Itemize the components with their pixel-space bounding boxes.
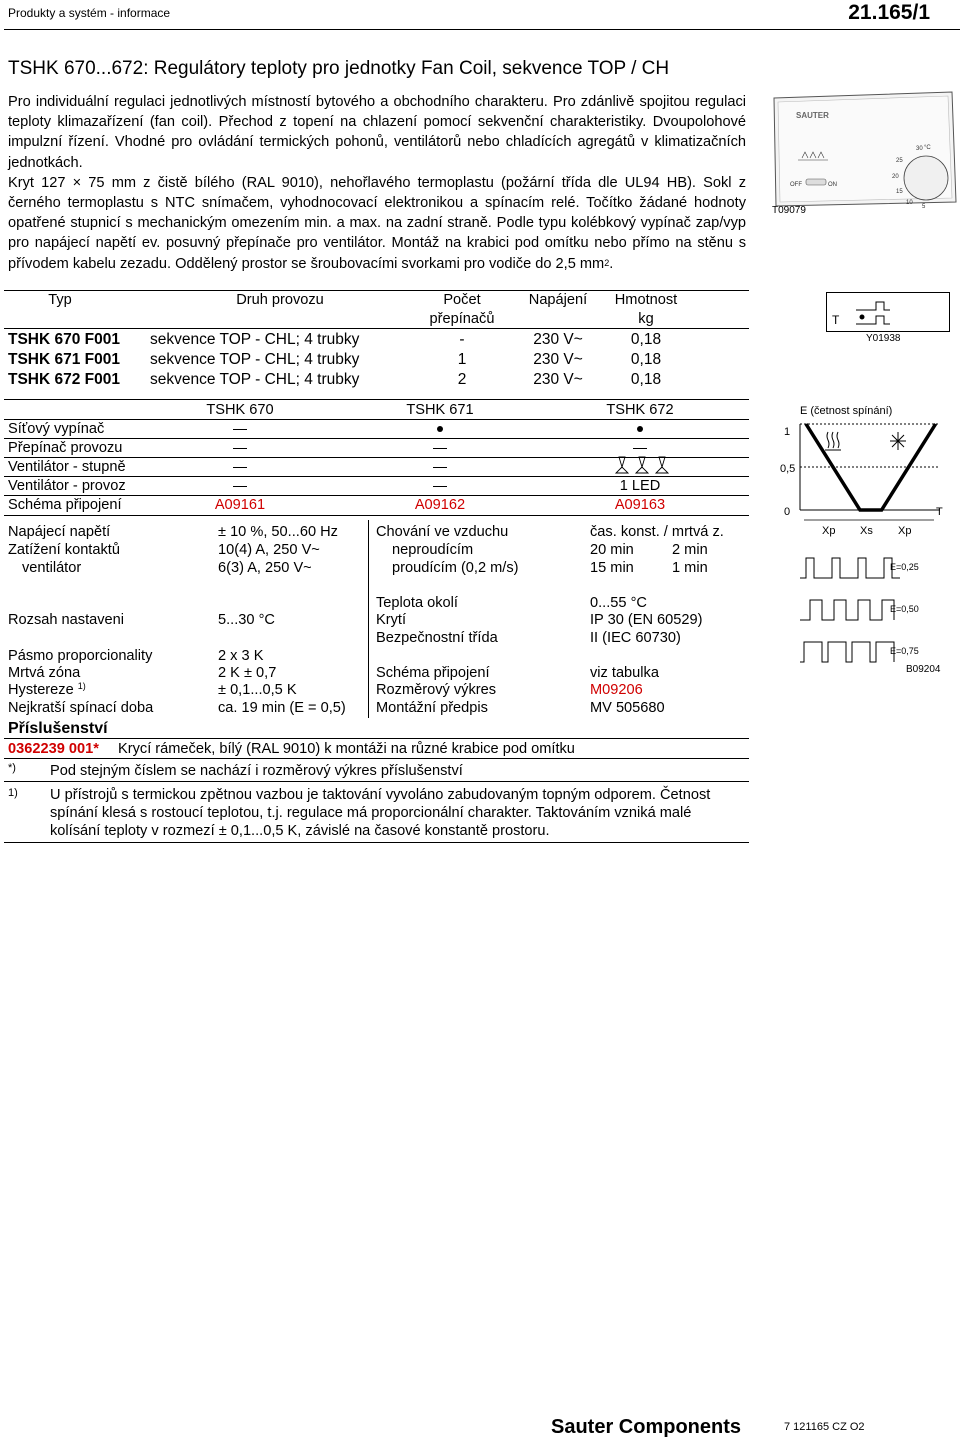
header-document-number: 21.165/1 xyxy=(848,1,930,24)
device-off-label: OFF xyxy=(790,182,802,188)
accessories-heading: Příslušenství xyxy=(8,720,108,737)
spec-load-label: Zatížení kontaktů xyxy=(8,542,120,558)
spec-class-value: II (IEC 60730) xyxy=(590,630,681,646)
spec-flow-b: 1 min xyxy=(672,560,708,576)
device-brand: SAUTER xyxy=(796,111,829,120)
spec-range-value: 5...30 °C xyxy=(218,612,275,628)
spec-ambient-value: 0...55 °C xyxy=(590,595,647,611)
ft-671-mode-none xyxy=(380,440,500,456)
col-prepinacu: přepínačů xyxy=(429,311,495,327)
control-symbol-label: T xyxy=(832,313,840,327)
type-row-1-pocet: - xyxy=(459,331,465,348)
ft-row-network-switch: Síťový vypínač xyxy=(8,421,105,437)
header-rule xyxy=(4,29,960,30)
type-row-1-druh: sekvence TOP - CHL; 4 trubky xyxy=(150,331,360,348)
device-switch xyxy=(806,179,826,185)
col-hmotnost: Hmotnost xyxy=(614,292,678,308)
ft-670-fanop-none xyxy=(180,478,300,494)
switching-frequency-chart xyxy=(760,400,960,690)
ft-670-scheme[interactable]: A09161 xyxy=(214,497,266,513)
note-1-mark: 1) xyxy=(8,787,18,799)
type-row-2-napajeni: 230 V~ xyxy=(533,351,583,368)
spec-class-label: Bezpečnostní třída xyxy=(376,630,498,646)
chart-y-tick-0: 0 xyxy=(784,506,791,518)
device-on-label: ON xyxy=(828,182,837,188)
spec-ip-value: IP 30 (EN 60529) xyxy=(590,612,703,628)
spec-mounting-label: Montážní předpis xyxy=(376,700,488,716)
spec-deadzone-label: Mrtvá zóna xyxy=(8,665,81,681)
note-star-text: Pod stejným číslem se nachází i rozměrový výkres příslušenství xyxy=(50,763,463,779)
ft-670-mode-none xyxy=(180,440,300,456)
spec-minswitch-label: Nejkratší spínací doba xyxy=(8,700,154,716)
accessory-desc: Krycí rámeček, bílý (RAL 9010) k montáži na různé krabice pod omítku xyxy=(118,741,575,757)
spec-minswitch-value: ca. 19 min (E = 0,5) xyxy=(218,700,346,716)
chart-pulse-025: E=0,25 xyxy=(890,562,919,572)
chart-code: B09204 xyxy=(906,664,941,675)
spec-range-label: Rozsah nastaveni xyxy=(8,612,125,628)
chart-xp-right: Xp xyxy=(898,525,912,537)
type-row-3-druh: sekvence TOP - CHL; 4 trubky xyxy=(150,371,360,388)
footer-brand: Sauter Components xyxy=(551,1416,742,1438)
spec-divider xyxy=(368,520,369,718)
header-left: Produkty a systém - informace xyxy=(8,6,171,20)
type-row-3-typ: TSHK 672 F001 xyxy=(8,371,120,388)
spec-ip-label: Krytí xyxy=(376,612,406,628)
function-table-top-rule xyxy=(4,399,749,400)
svg-text:20: 20 xyxy=(892,174,899,180)
svg-text:15: 15 xyxy=(896,189,903,195)
chart-heat-icon xyxy=(825,432,841,450)
chart-pulse-trains xyxy=(800,558,900,662)
col-pocet: Počet xyxy=(443,292,481,308)
device-photo xyxy=(770,90,958,208)
chart-y-tick-0-5: 0,5 xyxy=(780,463,796,475)
intro-paragraph-1: Pro individuální regulaci jednotlivých místností bytového a obchodního charakteru. Pro zdánlivě spojitou regulaci teploty klimazařízení (fan coil). Přechod z topení na chlazení pomocí sekvenční charakteristiky. Dvoupolohové impulzní řízení. Vhodné pro ovládání termických pohonů, ventilátorů nebo chladících agregátů v klimatizačních jednotkách. xyxy=(8,94,746,171)
spec-wiring-label: Schéma připojení xyxy=(376,665,490,681)
chart-cool-icon xyxy=(890,432,906,450)
chart-title: E (četnost spínání) xyxy=(800,405,893,417)
spec-air-head: čas. konst. / mrtvá z. xyxy=(590,524,724,540)
svg-text:30: 30 xyxy=(916,146,923,152)
spec-fan-label: ventilátor xyxy=(22,560,82,576)
spec-fan-value: 6(3) A, 250 V~ xyxy=(218,560,312,576)
type-row-3-hmotnost: 0,18 xyxy=(630,371,662,388)
chart-y-tick-1: 1 xyxy=(784,426,791,438)
type-row-2-pocet: 1 xyxy=(457,351,467,368)
ft-row-fan-stages: Ventilátor - stupně xyxy=(8,459,126,475)
device-photo-code: T09079 xyxy=(772,205,806,216)
accessory-code[interactable]: 0362239 001* xyxy=(8,741,99,757)
ft-672-switch-yes xyxy=(580,421,700,437)
spec-ambient-label: Teplota okolí xyxy=(376,595,458,611)
ft-row-fan-operation: Ventilátor - provoz xyxy=(8,478,126,494)
note-star-mark: *) xyxy=(8,762,16,774)
spec-mounting-value: MV 505680 xyxy=(590,700,665,716)
page-title: TSHK 670...672: Regulátory teploty pro jednotky Fan Coil, sekvence TOP / CH xyxy=(8,58,670,79)
device-setpoint-knob xyxy=(904,156,948,200)
type-row-1-typ: TSHK 670 F001 xyxy=(8,331,120,348)
ft-671-scheme[interactable]: A09162 xyxy=(414,497,466,513)
spec-still-a: 20 min xyxy=(590,542,634,558)
chart-xp-left: Xp xyxy=(822,525,836,537)
type-row-3-pocet: 2 xyxy=(457,371,467,388)
spec-dimension-value[interactable]: M09206 xyxy=(590,682,643,698)
ft-col-670: TSHK 670 xyxy=(206,402,274,418)
chart-xs: Xs xyxy=(860,525,873,537)
svg-text:10: 10 xyxy=(906,200,913,206)
type-row-1-napajeni: 230 V~ xyxy=(533,331,583,348)
type-row-2-typ: TSHK 671 F001 xyxy=(8,351,120,368)
spec-pband-value: 2 x 3 K xyxy=(218,648,264,664)
spec-deadzone-value: 2 K ± 0,7 xyxy=(218,665,277,681)
ft-row-mode-switch: Přepínač provozu xyxy=(8,440,123,456)
type-row-2-hmotnost: 0,18 xyxy=(630,351,662,368)
ft-670-fan-none xyxy=(180,459,300,475)
control-symbol-code: Y01938 xyxy=(866,333,901,344)
ft-670-switch-none xyxy=(180,421,300,437)
spec-load-value: 10(4) A, 250 V~ xyxy=(218,542,320,558)
ft-col-672: TSHK 672 xyxy=(606,402,674,418)
footer-code: 7 121165 CZ O2 xyxy=(784,1421,865,1433)
type-row-1-hmotnost: 0,18 xyxy=(630,331,662,348)
type-row-3-napajeni: 230 V~ xyxy=(533,371,583,388)
ft-671-fan-none xyxy=(380,459,500,475)
intro-text xyxy=(8,92,746,274)
chart-pulse-050: E=0,50 xyxy=(890,604,919,614)
spec-pband-label: Pásmo proporcionality xyxy=(8,648,153,664)
spec-dimension-label: Rozměrový výkres xyxy=(376,682,497,698)
type-table-top-rule xyxy=(4,290,749,291)
chart-pulse-075: E=0,75 xyxy=(890,646,919,656)
col-kg: kg xyxy=(638,311,654,327)
ft-col-671: TSHK 671 xyxy=(406,402,474,418)
chart-x-label: T xyxy=(936,506,943,518)
ft-672-scheme[interactable]: A09163 xyxy=(614,497,666,513)
spec-still-label: neproudícím xyxy=(392,542,474,558)
col-typ: Typ xyxy=(48,292,72,308)
spec-flow-label: proudícím (0,2 m/s) xyxy=(392,560,519,576)
spec-hysteresis-label: Hystereze $^{1)}$ xyxy=(8,681,86,698)
spec-still-b: 2 min xyxy=(672,542,708,558)
ft-row-wiring: Schéma připojení xyxy=(8,497,122,513)
ft-672-fanop-led: 1 LED xyxy=(619,478,661,494)
col-napajeni: Napájení xyxy=(528,292,588,308)
svg-text:5: 5 xyxy=(922,204,926,208)
col-druh-provozu: Druh provozu xyxy=(236,292,324,308)
type-table-header-rule xyxy=(4,328,749,329)
note-1-text: U přístrojů s termickou zpětnou vazbou je taktování vyvoláno zabudovaným topným odporem. Četnost spínání klesá s rostoucí teplotou, t.j. regulace má proporcionální charakter. Taktováním vzniká malé kolísání teploty v rozmezí ± 0,1...0,5 K, závislé na časové konstantě prostoru. xyxy=(50,787,711,839)
type-row-2-druh: sekvence TOP - CHL; 4 trubky xyxy=(150,351,360,368)
control-symbol xyxy=(826,292,950,332)
spec-flow-a: 15 min xyxy=(590,560,634,576)
spec-hysteresis-value: ± 0,1...0,5 K xyxy=(218,682,297,698)
ft-671-fanop-none xyxy=(380,478,500,494)
ft-671-switch-yes xyxy=(380,421,500,437)
spec-supply-label: Napájecí napětí xyxy=(8,524,111,540)
intro-paragraph-2: Kryt 127 × 75 mm z čistě bílého (RAL 9010), nehořlavého termoplastu (požární třída dle UL94 HB). Sokl z černého termoplastu s NTC snímačem, vyhodnocovací elektronikou a spínacím relé. Točítko žádané hodnoty opatřené stupnicí s mechanickým omezením min. a max. na zadní straně. Podle typu kolébkový vypínač zap/vyp pro napájecí napětí ev. posuvný přepínače pro ventilátor. Montáž na krabici pod omítku nebo přímo na stěnu s přívodem kabelu zezadu. Oddělený prostor se šroubovacími svorkami pro vodiče do 2,5 $mm^2$. xyxy=(8,174,746,272)
spec-supply-value: ± 10 %, 50...60 Hz xyxy=(218,524,338,540)
svg-text:25: 25 xyxy=(896,158,903,164)
spec-wiring-value: viz tabulka xyxy=(590,665,659,681)
device-unit: °C xyxy=(924,145,931,151)
spec-air-label: Chování ve vzduchu xyxy=(376,524,509,540)
ft-672-mode-none xyxy=(580,440,700,456)
fan-stages-icon xyxy=(612,455,672,475)
